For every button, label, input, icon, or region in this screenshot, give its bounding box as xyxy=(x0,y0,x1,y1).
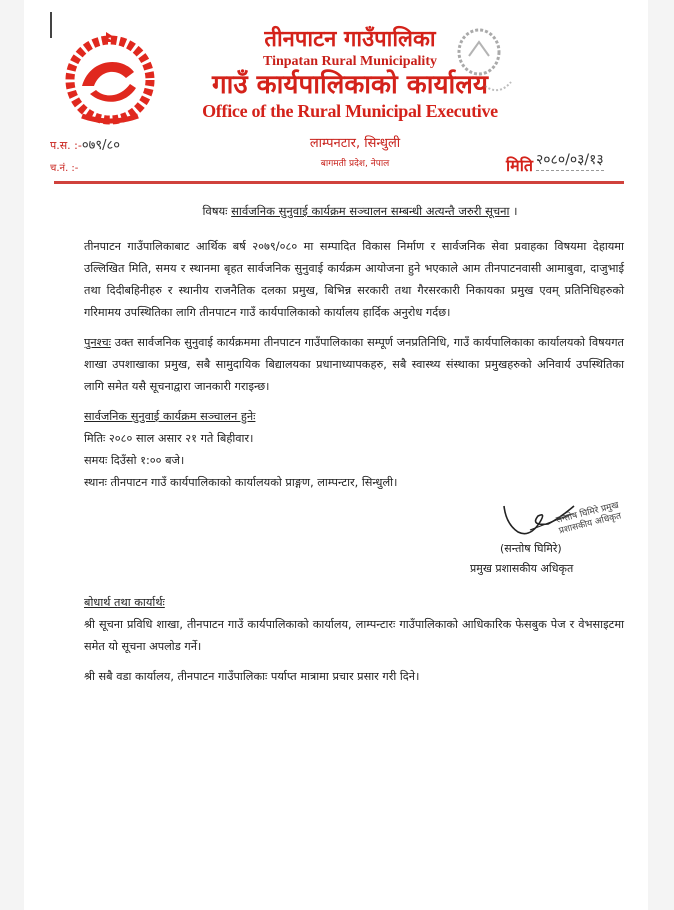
nepal-emblem-logo xyxy=(60,28,160,128)
cc-heading: बोधार्थ तथा कार्यार्थः xyxy=(84,596,165,609)
office-province: बागमती प्रदेश, नेपाल xyxy=(320,159,390,169)
municipality-name-np: तीनपाटन गाउँपालिका xyxy=(264,27,436,52)
dispatch-number-label: च.नं. :- xyxy=(50,163,79,174)
signature-block xyxy=(84,502,624,586)
municipality-name-en: Tinpatan Rural Municipality xyxy=(262,54,437,69)
postscript-label: पुनश्चः xyxy=(84,336,111,349)
event-venue: स्थानः तीनपाटन गाउँ कार्यपालिकाको कार्यालयको प्राङ्गण, लाम्पन्टार, सिन्धुली। xyxy=(84,476,398,489)
cc-item: श्री सबै वडा कार्यालय, तीनपाटन गाउँपालिकाः पर्याप्त मात्रामा प्रचार प्रसार गरी दिने। xyxy=(84,670,420,683)
event-date: मितिः २०८० साल असार २१ गते बिहीवार। xyxy=(84,432,254,445)
date-value: २०८०/०३/१३ xyxy=(536,150,604,171)
subject-end: । xyxy=(513,204,518,218)
reference-value: ०७९/८० xyxy=(81,138,121,153)
subject-text: सार्वजनिक सुनुवाई कार्यक्रम सञ्चालन सम्बन्धी अत्यन्तै जरुरी सूचना xyxy=(231,204,510,218)
office-address: लाम्पनटार, सिन्धुली xyxy=(309,136,401,151)
header-divider xyxy=(54,181,624,184)
cc-item: श्री सूचना प्रविधि शाखा, तीनपाटन गाउँ कार्यपालिकाको कार्यालय, लाम्पन्टारः गाउँपालिकाको आधिकारिक फेसबुक पेज र वेभसाइटमा समेत यो सूचना अपलोड गर्ने। xyxy=(84,618,624,653)
reference-number xyxy=(50,135,120,153)
postscript-paragraph xyxy=(84,332,624,398)
office-name-en: Office of the Rural Municipal Executive xyxy=(202,101,498,121)
reference-label: प.स. :- xyxy=(50,139,82,152)
notice-paragraph: तीनपाटन गाउँपालिकाबाट आर्थिक बर्ष २०७९/०८० मा सम्पादित विकास निर्माण र सार्वजनिक सेवा प्रवाहका विषयमा देहायमा उल्लिखित मिति, समय र स्थानमा बृहत सार्वजनिक सुनुवाई कार्यक्रम आयोजना हुने भएकाले आम तीनपाटनवासी आमाबुवा, दाजुभाई तथा दिदीबहिनीहरु र स्थानीय राजनैतिक दलका प्रमुख, बिभिन्न सरकारी तथा गैरसरकारी निकायका प्रमुख एवम् प्रतिनिधिहरुको गरिमामय उपस्थितिका लागि तीनपाटन गाउँ कार्यपालिकाको कार्यालय हार्दिक अनुरोध गर्दछ। xyxy=(84,240,624,319)
official-stamp xyxy=(455,26,517,116)
subject-label: विषयः xyxy=(202,204,228,218)
subject-line xyxy=(80,204,640,219)
event-details-heading: सार्वजनिक सुनुवाई कार्यक्रम सञ्चालन हुनेः xyxy=(84,410,256,423)
pencil-mark xyxy=(50,12,52,38)
date-label: मिति xyxy=(506,156,533,175)
signatory-stamp: सन्तोष घिमिरे प्रमुख प्रशासकीय अधिकृत xyxy=(555,500,623,537)
signatory-name: (सन्तोष घिमिरे) xyxy=(500,542,562,555)
postscript-text: उक्त सार्वजनिक सुनुवाई कार्यक्रममा तीनपाटन गाउँपालिकाका सम्पूर्ण जनप्रतिनिधि, गाउँ कार्यपालिकाका कार्यालयको विषयगत शाखा उपशाखाका प्रमुख, सबै सामुदायिक बिद्यालयका प्रधानाध्यापकहरु, सबै स्वास्थ्य संस्थाका प्रमुखहरुको अनिवार्य उपस्थितिका लागि समेत यसै सूचनाद्वारा जानकारी गराइन्छ। xyxy=(84,336,624,393)
signatory-title: प्रमुख प्रशासकीय अधिकृत xyxy=(470,562,574,575)
event-time: समयः दिउँसो १:०० बजे। xyxy=(84,454,185,467)
office-name-np: गाउँ कार्यपालिकाको कार्यालय xyxy=(212,70,488,100)
letter-body xyxy=(84,236,624,688)
